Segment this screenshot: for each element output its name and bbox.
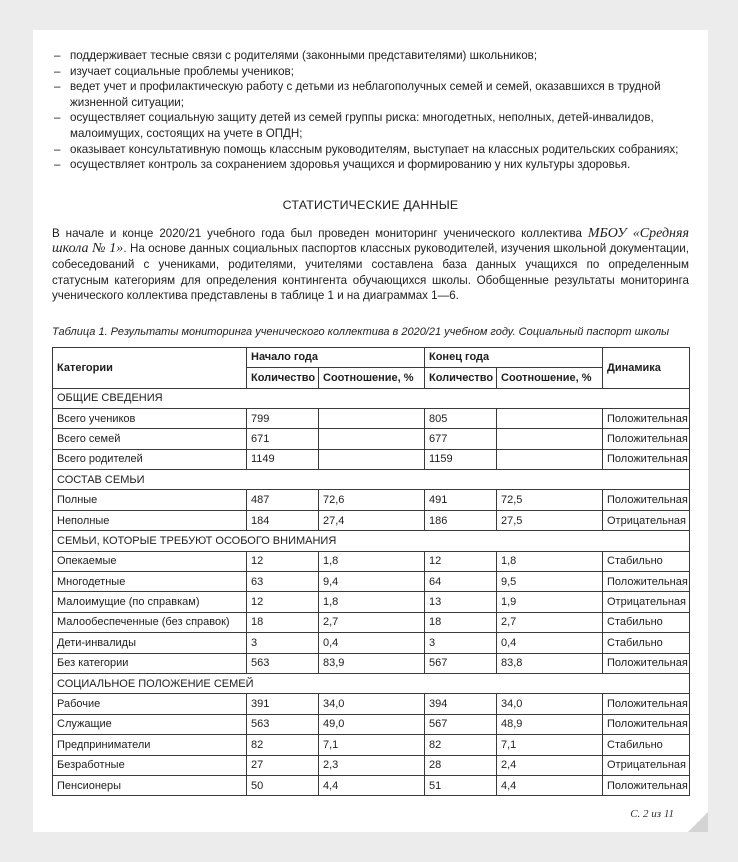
end-count-cell: 18 [425, 612, 497, 632]
category-cell: Всего семей [53, 429, 247, 449]
category-cell: Всего учеников [53, 408, 247, 428]
start-ratio-cell: 27,4 [319, 510, 425, 530]
category-cell: Малообеспеченные (без справок) [53, 612, 247, 632]
start-count-cell: 563 [247, 653, 319, 673]
end-count-cell: 677 [425, 429, 497, 449]
end-count-cell: 51 [425, 775, 497, 795]
end-count-cell: 13 [425, 592, 497, 612]
social-passport-table [52, 347, 690, 797]
category-cell: Малоимущие (по справкам) [53, 592, 247, 612]
start-count-cell: 63 [247, 572, 319, 592]
intro-text-after: . На основе данных социальных паспортов классных руководителей, изучения школьной документации, собеседований с учениками, родителями, учителями составлена база данных учащихся по определенным статусным категориям для определения контингента обучающихся школы. Обобщенные результаты мониторинга ученического коллектива представлены в таблице 1 и на диаграммах 1—6. [52, 242, 689, 303]
page-content [52, 48, 689, 796]
end-ratio-cell: 1,8 [497, 551, 603, 571]
table-row [53, 408, 690, 428]
table-row [53, 775, 690, 795]
header-dynamics: Динамика [603, 347, 690, 388]
category-cell: Неполные [53, 510, 247, 530]
table-row [53, 429, 690, 449]
dynamics-cell: Отрицательная [603, 755, 690, 775]
start-ratio-cell: 83,9 [319, 653, 425, 673]
end-count-cell: 82 [425, 735, 497, 755]
end-count-cell: 805 [425, 408, 497, 428]
start-count-cell: 671 [247, 429, 319, 449]
table-row [53, 633, 690, 653]
end-ratio-cell: 27,5 [497, 510, 603, 530]
dynamics-cell: Положительная [603, 572, 690, 592]
header-start-ratio: Соотношение, % [319, 368, 425, 388]
end-ratio-cell: 2,4 [497, 755, 603, 775]
start-count-cell: 184 [247, 510, 319, 530]
end-count-cell: 28 [425, 755, 497, 775]
table-row [53, 735, 690, 755]
start-ratio-cell: 4,4 [319, 775, 425, 795]
table-row [53, 612, 690, 632]
category-cell: Без категории [53, 653, 247, 673]
start-ratio-cell: 2,3 [319, 755, 425, 775]
page-fold-corner [688, 812, 708, 832]
end-ratio-cell: 0,4 [497, 633, 603, 653]
end-ratio-cell: 1,9 [497, 592, 603, 612]
category-cell: Безработные [53, 755, 247, 775]
end-count-cell: 394 [425, 694, 497, 714]
category-cell: Полные [53, 490, 247, 510]
start-count-cell: 391 [247, 694, 319, 714]
end-ratio-cell: 4,4 [497, 775, 603, 795]
start-ratio-cell: 72,6 [319, 490, 425, 510]
start-count-cell: 3 [247, 633, 319, 653]
list-item: – ведет учет и профилактическую работу с детьми из неблагополучных семей и семей, оказавшихся в трудной жизненной ситуации; [52, 79, 689, 110]
table-row [53, 551, 690, 571]
header-end-count: Количество [425, 368, 497, 388]
table-row [53, 449, 690, 469]
category-cell: Служащие [53, 714, 247, 734]
end-count-cell: 12 [425, 551, 497, 571]
category-cell: Пенсионеры [53, 775, 247, 795]
end-count-cell: 1159 [425, 449, 497, 469]
dynamics-cell: Положительная [603, 429, 690, 449]
start-count-cell: 82 [247, 735, 319, 755]
end-ratio-cell: 7,1 [497, 735, 603, 755]
list-item: – осуществляет контроль за сохранением здоровья учащихся и формированию у них культуры здоровья. [52, 157, 689, 173]
start-count-cell: 799 [247, 408, 319, 428]
dynamics-cell: Положительная [603, 408, 690, 428]
category-cell: Предприниматели [53, 735, 247, 755]
start-ratio-cell [319, 408, 425, 428]
start-ratio-cell: 1,8 [319, 592, 425, 612]
table-row [53, 714, 690, 734]
end-count-cell: 567 [425, 714, 497, 734]
start-ratio-cell: 49,0 [319, 714, 425, 734]
dynamics-cell: Стабильно [603, 735, 690, 755]
start-count-cell: 12 [247, 592, 319, 612]
dynamics-cell: Положительная [603, 449, 690, 469]
category-cell: Всего родителей [53, 449, 247, 469]
start-ratio-cell: 34,0 [319, 694, 425, 714]
dynamics-cell: Стабильно [603, 612, 690, 632]
start-ratio-cell: 9,4 [319, 572, 425, 592]
start-count-cell: 487 [247, 490, 319, 510]
intro-text-before: В начале и конце 2020/21 учебного года был проведен мониторинг ученического коллектива [52, 226, 588, 240]
list-item: – изучает социальные проблемы учеников; [52, 64, 689, 80]
school-name: МБОУ «Средняя школа № 1» [52, 225, 689, 257]
section-heading: СОСТАВ СЕМЬИ [53, 470, 690, 490]
end-ratio-cell [497, 449, 603, 469]
start-count-cell: 563 [247, 714, 319, 734]
start-count-cell: 50 [247, 775, 319, 795]
list-item: – поддерживает тесные связи с родителями (законными представителями) школьников; [52, 48, 689, 64]
section-heading: СЕМЬИ, КОТОРЫЕ ТРЕБУЮТ ОСОБОГО ВНИМАНИЯ [53, 531, 690, 551]
header-end-of-year: Конец года [425, 347, 603, 367]
list-item: – оказывает консультативную помощь классным руководителям, выступает на классных родительских собраниях; [52, 142, 689, 158]
section-row [53, 531, 690, 551]
start-count-cell: 12 [247, 551, 319, 571]
start-count-cell: 27 [247, 755, 319, 775]
table-row [53, 755, 690, 775]
table-row [53, 510, 690, 530]
end-ratio-cell: 34,0 [497, 694, 603, 714]
dynamics-cell: Положительная [603, 490, 690, 510]
table-row [53, 490, 690, 510]
intro-paragraph [52, 226, 689, 304]
section-title: СТАТИСТИЧЕСКИЕ ДАННЫЕ [282, 197, 459, 212]
start-ratio-cell [319, 449, 425, 469]
start-count-cell: 18 [247, 612, 319, 632]
table-row [53, 653, 690, 673]
end-ratio-cell: 48,9 [497, 714, 603, 734]
page-number: С. 2 из 11 [630, 808, 674, 820]
category-cell: Многодетные [53, 572, 247, 592]
table-body [53, 388, 690, 796]
end-ratio-cell: 83,8 [497, 653, 603, 673]
dynamics-cell: Стабильно [603, 551, 690, 571]
start-ratio-cell: 2,7 [319, 612, 425, 632]
dynamics-cell: Отрицательная [603, 510, 690, 530]
end-count-cell: 491 [425, 490, 497, 510]
end-count-cell: 567 [425, 653, 497, 673]
dynamics-cell: Положительная [603, 775, 690, 795]
section-row [53, 673, 690, 693]
end-count-cell: 186 [425, 510, 497, 530]
document-page [33, 30, 708, 832]
table-row [53, 572, 690, 592]
start-ratio-cell: 0,4 [319, 633, 425, 653]
header-start-count: Количество [247, 368, 319, 388]
end-ratio-cell: 72,5 [497, 490, 603, 510]
dynamics-cell: Положительная [603, 694, 690, 714]
end-count-cell: 64 [425, 572, 497, 592]
table-caption: Таблица 1. Результаты мониторинга ученического коллектива в 2020/21 учебном году. Социальный паспорт школы [52, 325, 670, 338]
header-category: Категории [53, 347, 247, 388]
start-ratio-cell [319, 429, 425, 449]
end-ratio-cell [497, 408, 603, 428]
start-ratio-cell: 7,1 [319, 735, 425, 755]
category-cell: Опекаемые [53, 551, 247, 571]
section-heading: СОЦИАЛЬНОЕ ПОЛОЖЕНИЕ СЕМЕЙ [53, 673, 690, 693]
table-row [53, 592, 690, 612]
section-row [53, 470, 690, 490]
category-cell: Дети-инвалиды [53, 633, 247, 653]
dynamics-cell: Положительная [603, 714, 690, 734]
header-end-ratio: Соотношение, % [497, 368, 603, 388]
start-ratio-cell: 1,8 [319, 551, 425, 571]
duties-list [52, 48, 689, 173]
header-start-of-year: Начало года [247, 347, 425, 367]
list-item: – осуществляет социальную защиту детей из семей группы риска: многодетных, неполных, детей-инвалидов, малоимущих, состоящих на учете в ОПДН; [52, 110, 689, 141]
dynamics-cell: Стабильно [603, 633, 690, 653]
section-row [53, 388, 690, 408]
end-ratio-cell: 9,5 [497, 572, 603, 592]
end-ratio-cell [497, 429, 603, 449]
end-ratio-cell: 2,7 [497, 612, 603, 632]
section-heading: ОБЩИЕ СВЕДЕНИЯ [53, 388, 690, 408]
table-row [53, 694, 690, 714]
end-count-cell: 3 [425, 633, 497, 653]
dynamics-cell: Отрицательная [603, 592, 690, 612]
start-count-cell: 1149 [247, 449, 319, 469]
category-cell: Рабочие [53, 694, 247, 714]
dynamics-cell: Положительная [603, 653, 690, 673]
